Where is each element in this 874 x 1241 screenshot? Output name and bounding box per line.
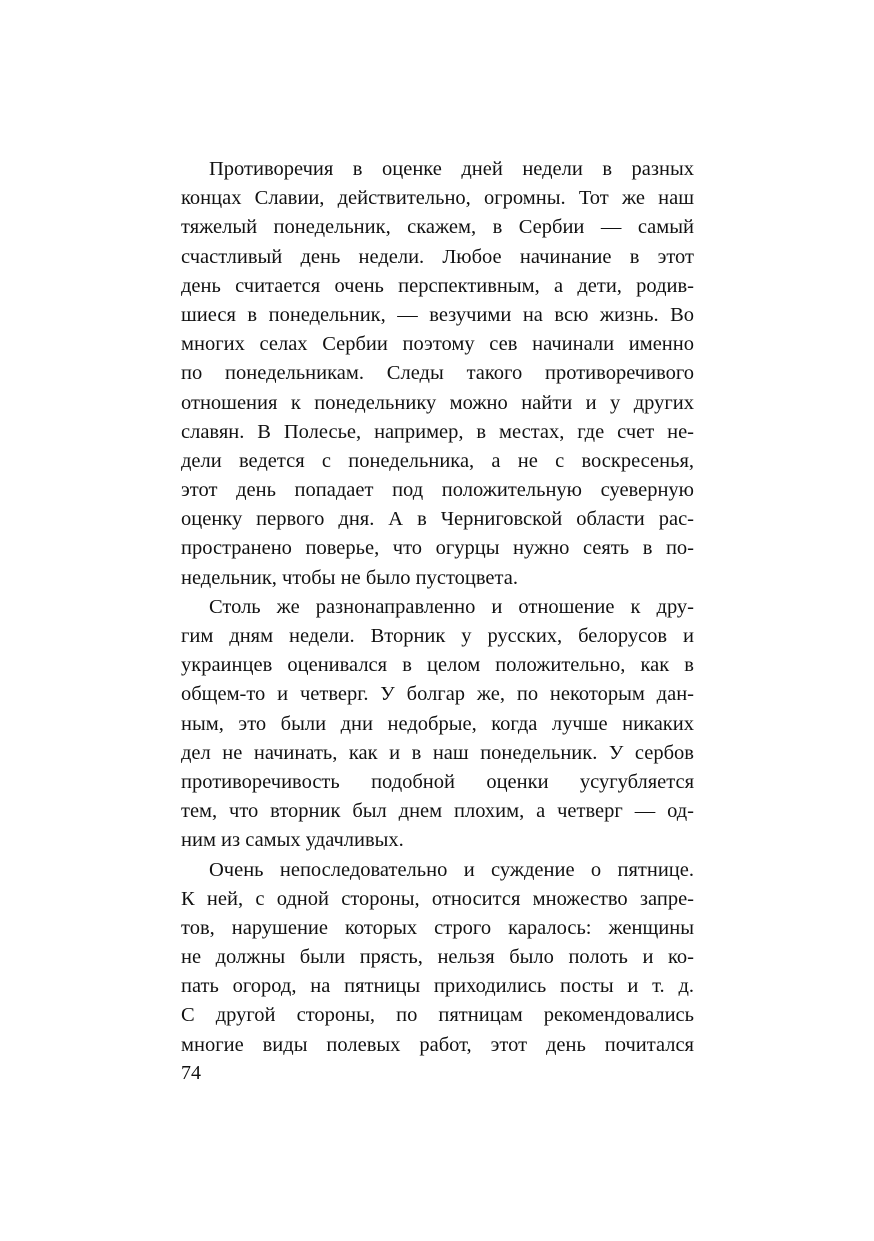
text-line: многих селах Сербии поэтому сев начинали именно	[181, 333, 694, 356]
text-line: день считается очень перспективным, а дети, родив-	[181, 274, 694, 297]
text-line: по понедельникам. Следы такого противоречивого	[181, 362, 694, 385]
text-line: дел не начинать, как и в наш понедельник. У сербов	[181, 741, 694, 764]
text-line: дели ведется с понедельника, а не с воскресенья,	[181, 449, 694, 472]
text-line: оценку первого дня. А в Черниговской области рас-	[181, 508, 694, 531]
text-line: С другой стороны, по пятницам рекомендовались	[181, 1004, 694, 1027]
text-line: противоречивость подобной оценки усугубляется	[181, 770, 694, 793]
text-line: К ней, с одной стороны, относится множество запре-	[181, 887, 694, 910]
text-line: отношения к понедельнику можно найти и у других	[181, 391, 694, 414]
text-line: пать огород, на пятницы приходились посты и т. д.	[181, 975, 694, 998]
text-line: концах Славии, действительно, огромны. Тот же наш	[181, 187, 694, 210]
text-line: счастливый день недели. Любое начинание в этот	[181, 245, 694, 268]
paragraph-1	[181, 155, 694, 593]
text-line: славян. В Полесье, например, в местах, где счет не-	[181, 420, 694, 443]
text-line: многие виды полевых работ, этот день почитался	[181, 1033, 694, 1056]
text-line: недельник, чтобы не было пустоцвета.	[181, 566, 518, 589]
text-line: общем-то и четверг. У болгар же, по некоторым дан-	[181, 683, 694, 706]
text-line: гим дням недели. Вторник у русских, белорусов и	[181, 625, 694, 647]
paragraph-2	[181, 593, 694, 856]
text-line: тов, нарушение которых строго каралось: женщины	[181, 916, 694, 939]
text-line: Столь же разнонаправленно и отношение к дру-	[209, 595, 694, 618]
text-line: шиеся в понедельник, — везучими на всю жизнь. Во	[181, 303, 694, 326]
text-line: ним из самых удачливых.	[181, 829, 404, 852]
text-line: Противоречия в оценке дней недели в разных	[209, 158, 694, 180]
text-line: этот день попадает под положительную суеверную	[181, 479, 694, 502]
page-number: 74	[181, 1062, 201, 1084]
text-line: тяжелый понедельник, скажем, в Сербии — самый	[181, 216, 694, 239]
paragraph-3	[181, 856, 694, 1060]
text-line: Очень непоследовательно и суждение о пятнице.	[209, 858, 694, 881]
text-line: не должны были прясть, нельзя было полоть и ко-	[181, 946, 694, 969]
text-line: ным, это были дни недобрые, когда лучше никаких	[181, 712, 694, 735]
page-body	[181, 155, 694, 1060]
text-line: украинцев оценивался в целом положительно, как в	[181, 654, 694, 677]
text-line: тем, что вторник был днем плохим, а четверг — од-	[181, 800, 694, 823]
text-line: пространено поверье, что огурцы нужно сеять в по-	[181, 537, 694, 560]
